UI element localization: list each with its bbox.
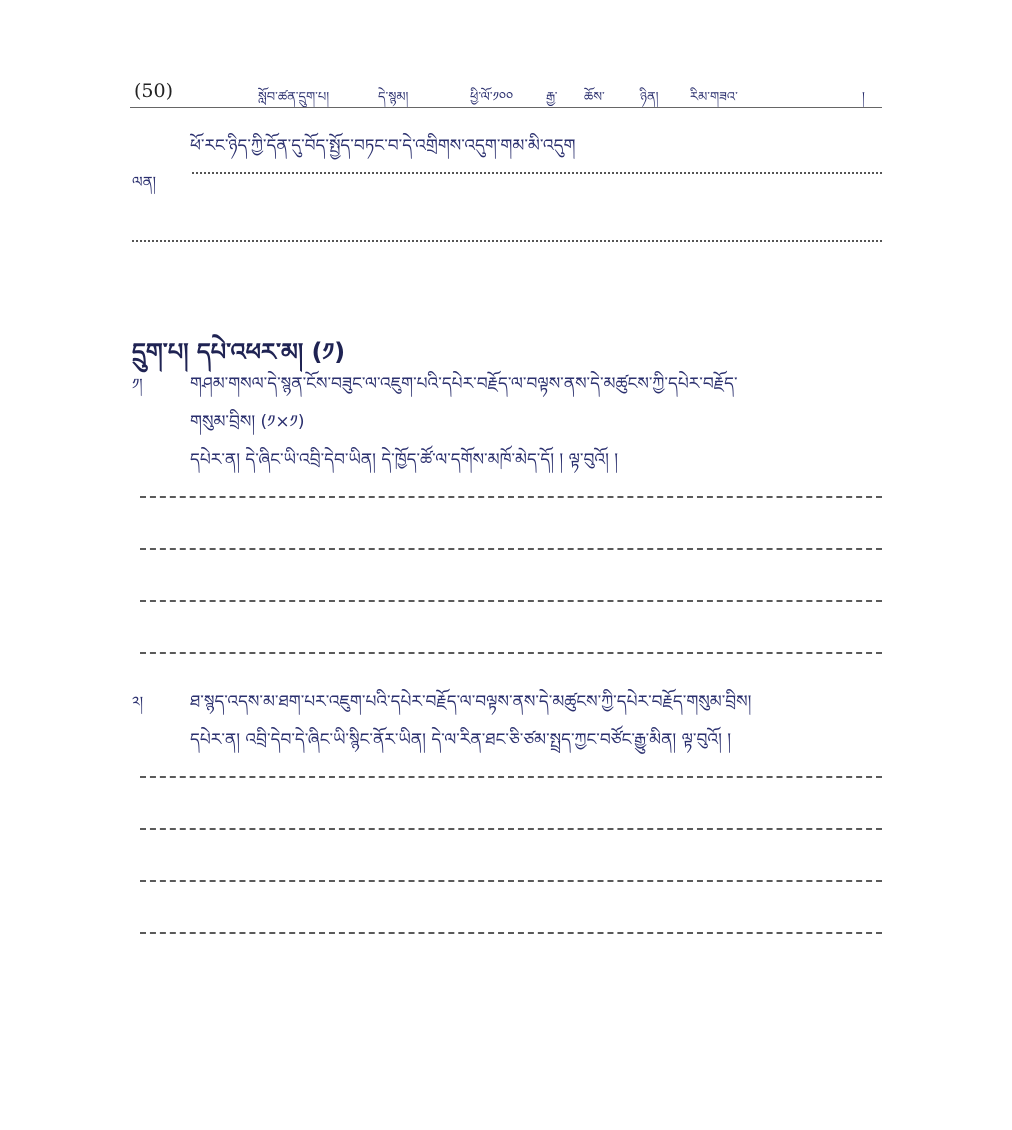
- answer-line[interactable]: [140, 880, 882, 882]
- question-number: ༡།: [132, 375, 143, 393]
- answer-line[interactable]: [140, 548, 882, 550]
- header-mark: །: [862, 90, 865, 105]
- answer-line[interactable]: [140, 932, 882, 934]
- intro-question: ཕོ་རང་ཉིད་ཀྱི་དོན་དུ་བོད་སྤྱོད་བཏང་བ་དེ་འགྲིགས་འདུག་གམ་མི་འདུག: [190, 136, 576, 156]
- question-example: དཔེར་ན། དེ་ཞིང་ཡི་འབྲི་དེབ་ཡིན། དེ་ཁྱོད་ཚོ་ལ་དགོས་མཁོ་མེད་དོ། ། ལྟ་བུའོ། །: [190, 450, 619, 470]
- header-year: ཕྱི་ལོ་༡༠༠: [470, 90, 514, 105]
- header-grade: རྒྱ་: [546, 90, 558, 105]
- header-lesson: དེ་སྙམ།: [378, 90, 409, 105]
- question-number: ༢།: [132, 693, 144, 711]
- question-text: ཐ་སྙད་འདས་མ་ཐག་པར་འཇུག་པའི་དཔེར་བརྗོད་ལ་བལྟས་ནས་དེ་མཚུངས་ཀྱི་དཔེར་བརྗོད་གསུམ་བྲིས།: [190, 692, 752, 712]
- answer-label: ལན།: [132, 173, 156, 191]
- answer-line[interactable]: [140, 496, 882, 498]
- answer-line[interactable]: [192, 172, 882, 174]
- header-seq: རིམ་གཟའ་: [690, 90, 738, 105]
- answer-line[interactable]: [140, 600, 882, 602]
- question-example: དཔེར་ན། འབྲི་དེབ་དེ་ཞིང་ཡི་སྙིང་ནོར་ཡིན། དེ་ལ་རིན་ཐང་ཅི་ཙམ་སྤྲད་ཀྱང་བཙོང་རྒྱུ་མིན། ལྟ་བུའོ། །: [190, 730, 732, 750]
- header-divider: [130, 107, 882, 108]
- answer-line[interactable]: [132, 240, 882, 242]
- question-text-cont: གསུམ་བྲིས། (༡×༡): [190, 412, 305, 432]
- header-title: སློབ་ཚན་དྲུག་པ།: [258, 90, 330, 105]
- answer-line[interactable]: [140, 776, 882, 778]
- answer-line[interactable]: [140, 828, 882, 830]
- header-subject: ཆོས་: [584, 90, 605, 105]
- question-text: གཤམ་གསལ་དེ་སྙན་ངོས་བཟུང་ལ་འཇུག་པའི་དཔེར་བརྗོད་ལ་བལྟས་ནས་དེ་མཚུངས་ཀྱི་དཔེར་བརྗོད་: [190, 374, 738, 394]
- header-date: ཉིན།: [640, 90, 659, 105]
- section-title: དྲུག་པ། དཔེ་འཕར་མ། (༡): [132, 338, 346, 366]
- answer-line[interactable]: [140, 652, 882, 654]
- page-number: (50): [134, 80, 174, 102]
